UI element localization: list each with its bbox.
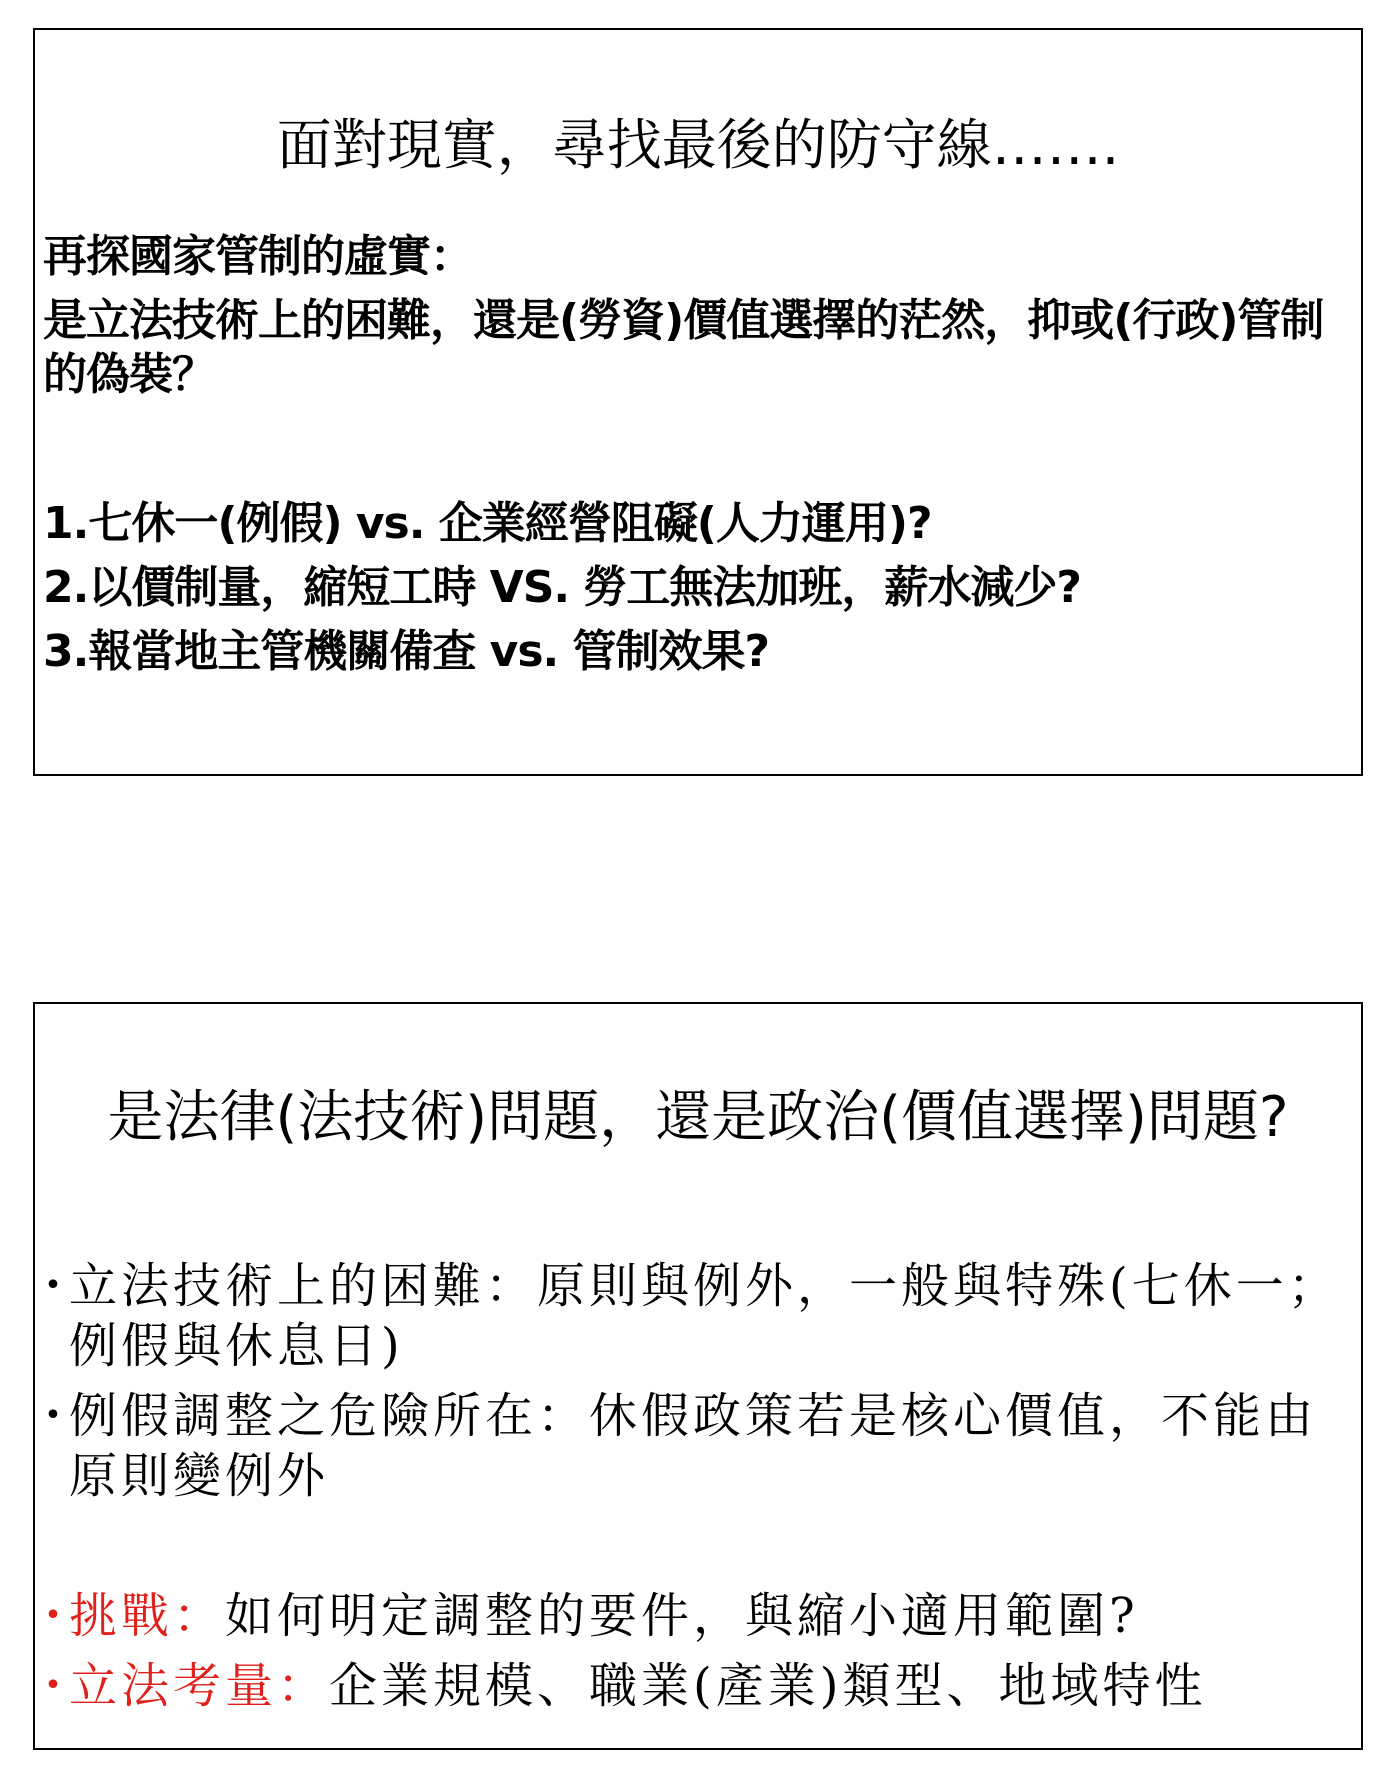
list-item: 2.以價制量，縮短工時 VS. 勞工無法加班，薪水減少? [43,562,1081,613]
bullet-icon: • [44,1668,66,1703]
slide-2 [33,1002,1363,1750]
list-item: 3.報當地主管機關備查 vs. 管制效果? [43,626,770,677]
bullet-label: 立法考量： [69,1658,330,1714]
bullet-label: 挑戰： [69,1588,226,1644]
bullet-text: 企業規模、職業(產業)類型、地域特性 [329,1658,1207,1714]
bullet-icon: • [44,1398,66,1433]
slide-1-list [43,492,1353,684]
bullet-icon: • [44,1598,66,1633]
slide-1-title: 面對現實，尋找最後的防守線……. [276,113,1120,177]
bullet-item [41,1256,1349,1376]
slide-1 [33,28,1363,776]
slide-1-question: 是立法技術上的困難，還是(勞資)價值選擇的茫然，抑或(行政)管制的偽裝？ [43,295,1324,400]
bullet-item [41,1586,1349,1646]
bullet-text: 如何明定調整的要件，與縮小適用範圍? [225,1588,1139,1644]
bullet-text: 例假調整之危險所在：休假政策若是核心價值，不能由原則變例外 [69,1388,1318,1504]
red-bullet-list [41,1586,1349,1726]
bullet-icon: • [44,1268,66,1303]
bullet-text: 立法技術上的困難：原則與例外，一般與特殊(七休一；例假與休息日) [69,1258,1340,1374]
bullet-item [41,1656,1349,1716]
bullet-list [41,1256,1349,1516]
slide-2-title: 是法律(法技術)問題，還是政治(價值選擇)問題? [107,1085,1289,1150]
list-item: 1.七休一(例假) vs. 企業經營阻礙(人力運用)? [43,498,932,549]
bullet-item [41,1386,1349,1506]
slide-1-subtitle: 再探國家管制的虛實： [43,231,473,282]
